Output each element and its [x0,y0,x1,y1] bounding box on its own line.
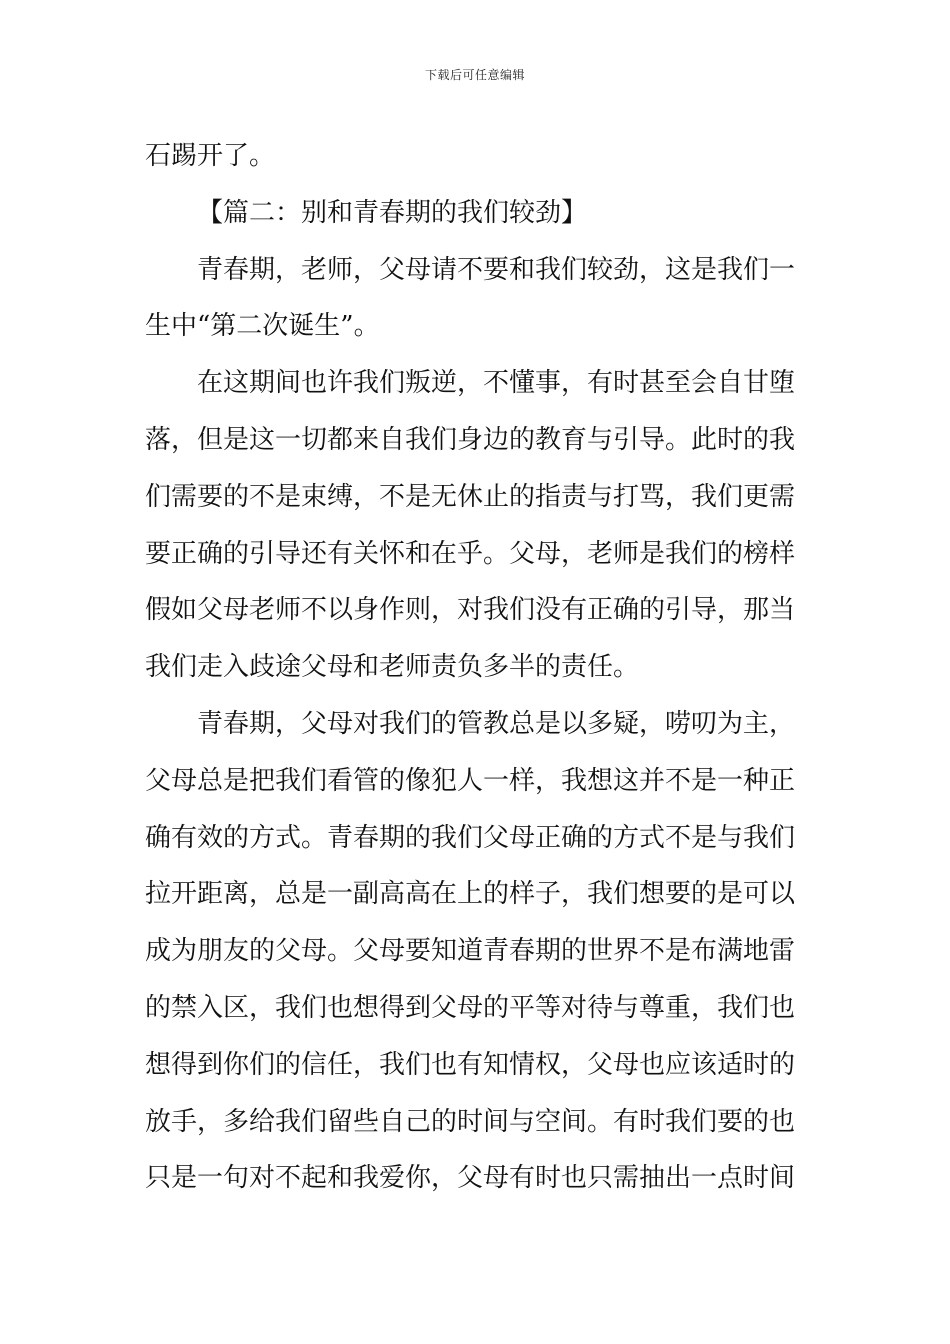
text-line: 要正确的引导还有关怀和在乎。父母，老师是我们的榜样 [145,538,796,569]
text-line: 青春期，老师，父母请不要和我们较劲，这是我们一 [197,254,796,285]
text-line: 在这期间也许我们叛逆，不懂事，有时甚至会自甘堕 [197,368,796,399]
text-line: 假如父母老师不以身作则，对我们没有正确的引导，那当 [145,595,796,626]
text-line: 落，但是这一切都来自我们身边的教育与引导。此时的我 [145,424,796,455]
text-line: 的禁入区，我们也想得到父母的平等对待与尊重，我们也 [145,992,796,1023]
body-text [145,128,809,1207]
text-line: 只是一句对不起和我爱你，父母有时也只需抽出一点时间 [145,1163,796,1194]
text-line: 拉开距离，总是一副高高在上的样子，我们想要的是可以 [145,879,796,910]
text-line: 确有效的方式。青春期的我们父母正确的方式不是与我们 [145,822,796,853]
text-line: 生中“第二次诞生”。 [145,311,380,342]
text-line: 放手，多给我们留些自己的时间与空间。有时我们要的也 [145,1106,796,1137]
text-line: 成为朋友的父母。父母要知道青春期的世界不是布满地雷 [145,936,796,967]
text-line: 父母总是把我们看管的像犯人一样，我想这并不是一种正 [145,765,796,796]
text-line: 我们走入歧途父母和老师责负多半的责任。 [145,652,640,683]
section-heading: 【篇二：别和青春期的我们较劲】 [197,197,588,228]
text-line: 想得到你们的信任，我们也有知情权，父母也应该适时的 [145,1049,796,1080]
header-note: 下载后可任意编辑 [424,68,525,82]
text-line: 青春期，父母对我们的管教总是以多疑，唠叨为主， [197,708,796,739]
text-line: 们需要的不是束缚，不是无休止的指责与打骂，我们更需 [145,481,796,512]
text-line: 石踢开了。 [145,141,276,171]
